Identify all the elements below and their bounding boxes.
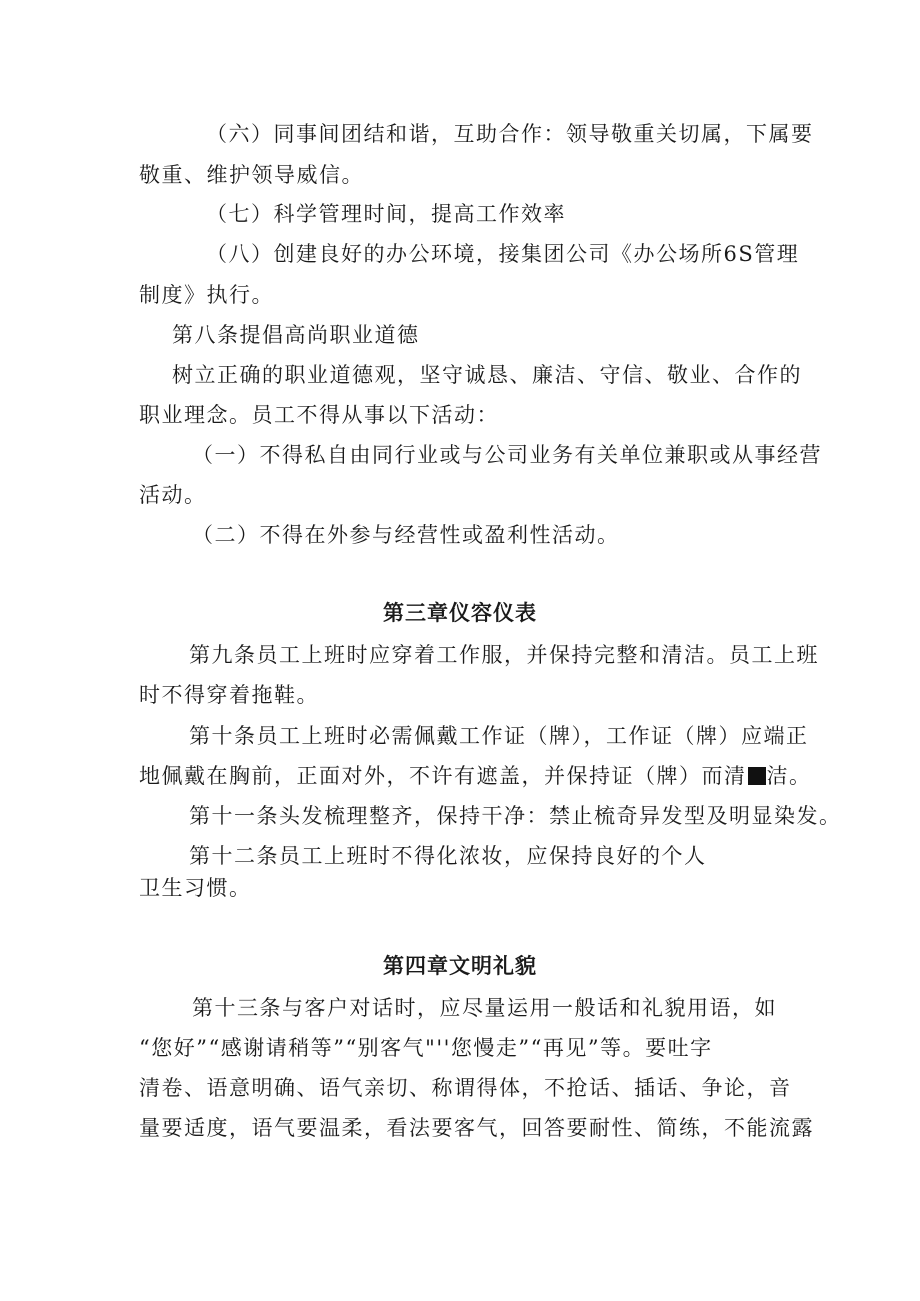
redaction-mark xyxy=(748,767,766,785)
article-8-title: 第八条提倡高尚职业道德 xyxy=(172,323,420,347)
article-12: 第十二条员工上班时不得化浓妆，应保持良好的个人 xyxy=(189,844,707,868)
article-13-cont-1: “您好”“感谢请稍等”“别客气"''您慢走”“再见”等。要吐字 xyxy=(139,1036,713,1060)
article-8-body-cont: 职业理念。员工不得从事以下活动： xyxy=(139,403,499,427)
chapter-3-heading: 第三章仪容仪表 xyxy=(383,600,537,625)
article-13: 第十三条与客户对话时，应尽量运用一般话和礼貌用语，如 xyxy=(192,996,777,1020)
paragraph-line-8-cont: 制度》执行。 xyxy=(139,283,274,307)
article-8-item-2: （二）不得在外参与经营性或盈利性活动。 xyxy=(192,523,620,547)
chapter-4-heading: 第四章文明礼貌 xyxy=(383,953,537,978)
paragraph-line-6: （六）同事间团结和谐，互助合作：领导敬重关切属，下属要 xyxy=(206,122,814,146)
article-10-cont-end: 洁。 xyxy=(766,764,812,788)
article-13-cont-3: 量要适度，语气要温柔，看法要客气，回答要耐性、简练，不能流露 xyxy=(139,1116,814,1140)
article-12-cont: 卫生习惯。 xyxy=(139,876,252,900)
article-9-cont: 时不得穿着拖鞋。 xyxy=(139,683,319,707)
paragraph-line-8: （八）创建良好的办公环境，接集团公司《办公场所6S管理 xyxy=(206,242,800,266)
article-8-body: 树立正确的职业道德观，坚守诚恳、廉洁、守信、敬业、合作的 xyxy=(172,363,802,387)
article-9: 第九条员工上班时应穿着工作服，并保持完整和清洁。员工上班 xyxy=(189,643,819,667)
article-13-cont-2: 清卷、语意明确、语气亲切、称谓得体，不抢话、插话、争论，音 xyxy=(139,1076,792,1100)
article-10: 第十条员工上班时必需佩戴工作证（牌），工作证（牌）应端正 xyxy=(189,724,809,748)
article-11: 第十一条头发梳理整齐，保持干净：禁止梳奇异发型及明显染发。 xyxy=(189,804,842,828)
paragraph-line-7: （七）科学管理时间，提高工作效率 xyxy=(206,202,566,226)
paragraph-line-6-cont: 敬重、维护领导威信。 xyxy=(139,163,364,187)
article-8-item-1: （一）不得私自由同行业或与公司业务有关单位兼职或从事经营 xyxy=(192,443,822,467)
article-10-cont xyxy=(139,761,812,791)
article-8-item-1-cont: 活动。 xyxy=(139,483,207,507)
article-10-cont-text: 地佩戴在胸前，正面对外，不许有遮盖，并保持证（牌）而清 xyxy=(139,764,747,788)
